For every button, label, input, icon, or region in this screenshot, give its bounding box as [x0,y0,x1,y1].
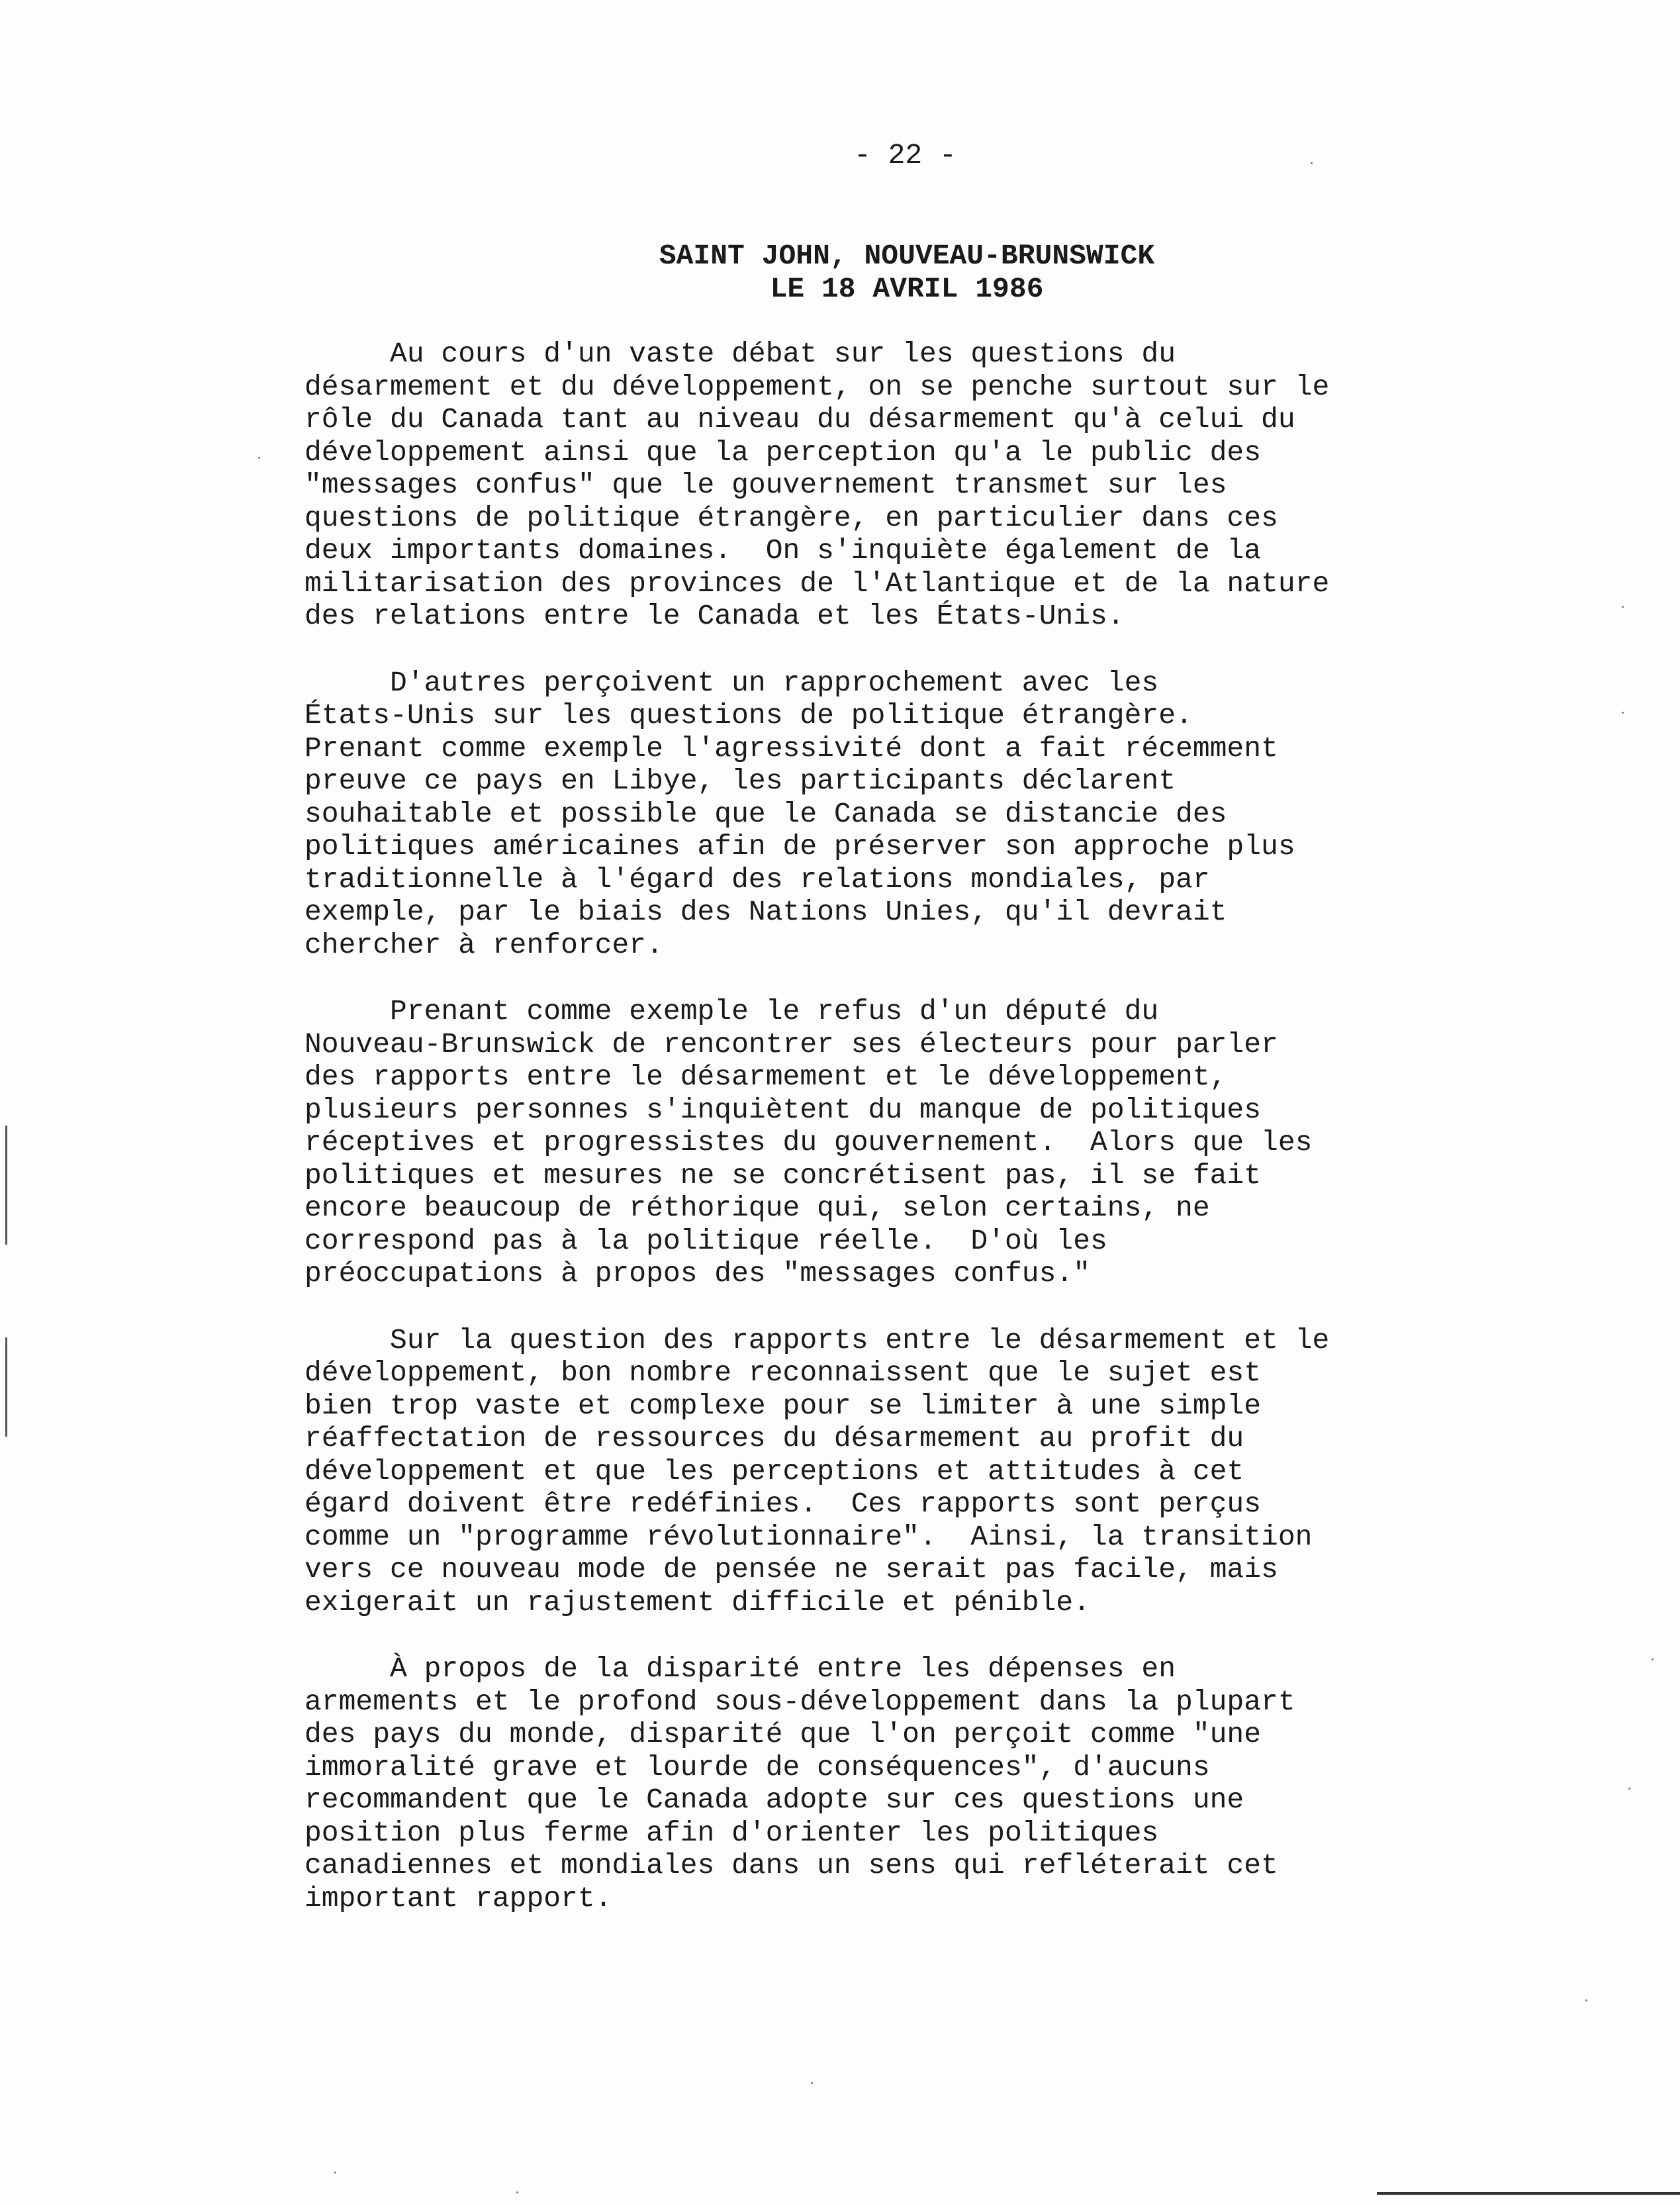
paragraph [304,1653,1509,1915]
text-line: chercher à renforcer. [304,928,663,961]
paragraph [304,667,1509,962]
text-line: développement ainsi que la perception qu'a le public des [304,436,1262,469]
text-line: préoccupations à propos des "messages confus." [304,1257,1090,1290]
section-heading [304,240,1509,306]
paragraph [304,995,1509,1290]
text-line: exemple, par le biais des Nations Unies, qu'il devrait [304,896,1227,928]
text-line: exigerait un rajustement difficile et pénible. [304,1586,1090,1619]
text-line: bien trop vaste et complexe pour se limiter à une simple [304,1389,1262,1422]
scan-speck [1652,1658,1654,1660]
text-line: correspond pas à la politique réelle. D'où les [304,1224,1107,1257]
text-line: deux importants domaines. On s'inquiète également de la [304,534,1262,567]
text-line: important rapport. [304,1882,612,1915]
scan-bottom-rule [1377,2192,1680,2195]
text-line: Prenant comme exemple l'agressivité dont a fait récemment [304,732,1278,765]
paragraph [304,338,1509,633]
text-line: militarisation des provinces de l'Atlantique et de la nature [304,567,1330,600]
text-line: politiques américaines afin de préserver son approche plus [304,830,1295,863]
text-line: Sur la question des rapports entre le désarmement et le [304,1323,1330,1357]
text-line: égard doivent être redéfinies. Ces rapports sont perçus [304,1488,1262,1520]
text-line: Nouveau-Brunswick de rencontrer ses électeurs pour parler [304,1028,1278,1061]
text-line: "messages confus" que le gouvernement transmet sur les [304,469,1227,501]
text-line: réaffectation de ressources du désarmement au profit du [304,1422,1244,1455]
text-line: recommandent que le Canada adopte sur ces questions une [304,1784,1244,1816]
page-number: - 22 - [854,139,957,171]
scan-speck [1311,162,1313,164]
scan-speck [1622,606,1624,608]
text-line: développement et que les perceptions et attitudes à cet [304,1455,1244,1488]
scan-speck [1622,712,1624,714]
text-line: traditionnelle à l'égard des relations mondiales, par [304,863,1210,896]
text-line: des pays du monde, disparité que l'on perçoit comme "une [304,1718,1262,1750]
text-line: réceptives et progressistes du gouvernement. Alors que les [304,1126,1313,1159]
text-line: armements et le profond sous-développement dans la plupart [304,1685,1295,1718]
scan-margin-mark [5,1337,7,1437]
text-line: canadiennes et mondiales dans un sens qui refléterait cet [304,1849,1278,1882]
text-line: politiques et mesures ne se concrétisent pas, il se fait [304,1159,1262,1192]
heading-date: LE 18 AVRIL 1986 [770,273,1044,305]
scan-speck [334,2172,336,2174]
text-line: Au cours d'un vaste débat sur les questions du [304,338,1176,370]
text-line: des rapports entre le désarmement et le développement, [304,1061,1227,1093]
text-line: développement, bon nombre reconnaissent que le sujet est [304,1357,1262,1389]
heading-location: SAINT JOHN, NOUVEAU-BRUNSWICK [659,240,1155,272]
scan-speck [258,457,260,459]
text-line: des relations entre le Canada et les États-Unis. [304,600,1125,632]
text-line: questions de politique étrangère, en particulier dans ces [304,501,1278,534]
text-line: preuve ce pays en Libye, les participants déclarent [304,765,1176,797]
text-line: Prenant comme exemple le refus d'un député du [304,995,1159,1028]
paragraph [304,1324,1509,1619]
text-line: rôle du Canada tant au niveau du désarmement qu'à celui du [304,403,1295,436]
text-line: vers ce nouveau mode de pensée ne serait pas facile, mais [304,1553,1278,1586]
scan-speck [1628,1788,1630,1790]
scan-margin-mark [5,1126,7,1245]
text-line: encore beaucoup de réthorique qui, selon certains, ne [304,1192,1210,1224]
scan-speck [811,2082,813,2084]
document-body [304,338,1509,1948]
text-line: plusieurs personnes s'inquiètent du manque de politiques [304,1093,1262,1126]
text-line: D'autres perçoivent un rapprochement avec les [304,666,1159,699]
text-line: désarmement et du développement, on se penche surtout sur le [304,370,1330,403]
scan-speck [516,2191,518,2193]
text-line: souhaitable et possible que le Canada se distancie des [304,797,1227,830]
scan-speck [1585,1999,1587,2001]
text-line: États-Unis sur les questions de politique étrangère. [304,699,1193,732]
text-line: comme un "programme révolutionnaire". Ainsi, la transition [304,1520,1313,1553]
text-line: immoralité grave et lourde de conséquences", d'aucuns [304,1750,1210,1784]
text-line: position plus ferme afin d'orienter les politiques [304,1816,1159,1849]
text-line: À propos de la disparité entre les dépenses en [304,1653,1176,1685]
